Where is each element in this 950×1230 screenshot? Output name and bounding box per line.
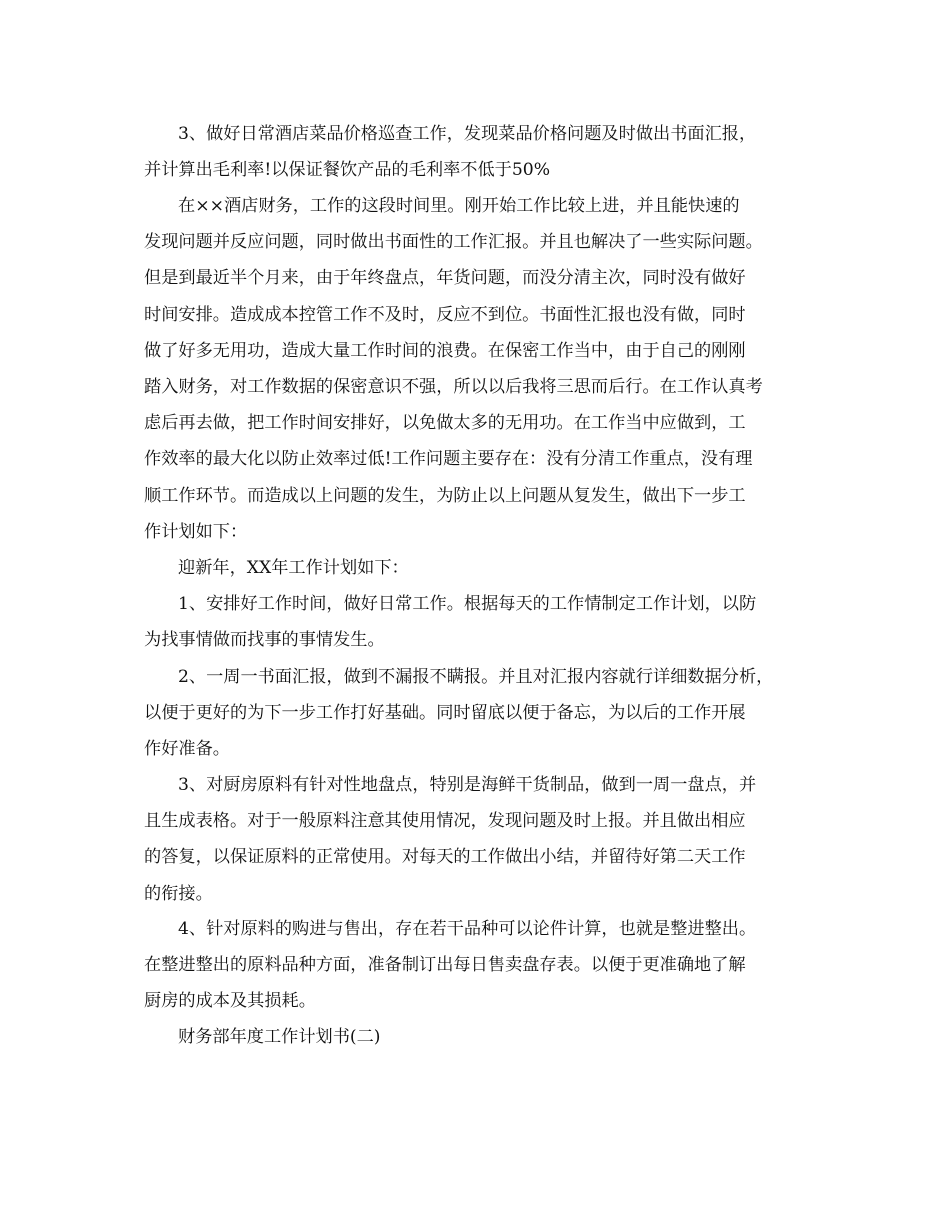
paragraph-plan-item-1: [144, 586, 824, 658]
text-line: 4、针对原料的购进与售出，存在若干品种可以论件计算，也就是整进整出。: [178, 919, 757, 939]
text-line: 3、对厨房原料有针对性地盘点，特别是海鲜干货制品，做到一周一盘点，并: [178, 775, 757, 795]
section-heading-plan-two: [144, 1019, 824, 1055]
text-line: 且生成表格。对于一般原料注意其使用情况，发现问题及时上报。并且做出相应: [144, 811, 746, 832]
text-line: 在整进整出的原料品种方面，准备制订出每日售卖盘存表。以便于更准确地了解: [144, 955, 746, 976]
text-line: 顺工作环节。而造成以上问题的发生，为防止以上问题从复发生，做出下一步工: [144, 485, 746, 506]
text-line: 在××酒店财务，工作的这段时间里。刚开始工作比较上进，并且能快速的: [178, 196, 740, 216]
paragraph-plan-item-3: [144, 767, 824, 912]
text-line: 做了好多无用功，造成大量工作时间的浪费。在保密工作当中，由于自己的刚刚: [144, 340, 746, 361]
paragraph-new-year-plan-intro: [144, 550, 824, 586]
text-line: 迎新年，XX年工作计划如下：: [178, 558, 409, 578]
text-line: 为找事情做而找事的事情发生。: [144, 630, 385, 651]
text-line: 作效率的最大化以防止效率过低!工作问题主要存在：没有分清工作重点，没有理: [144, 449, 753, 470]
paragraph-plan-item-2: [144, 659, 824, 768]
text-line: 厨房的成本及其损耗。: [144, 991, 316, 1012]
text-line: 3、做好日常酒店菜品价格巡查工作，发现菜品价格问题及时做出书面汇报，: [178, 124, 757, 144]
text-line: 财务部年度工作计划书(二): [178, 1027, 381, 1047]
paragraph-plan-item-4: [144, 911, 824, 1020]
text-line: 时间安排。造成成本控管工作不及时，反应不到位。书面性汇报也没有做，同时: [144, 304, 746, 325]
text-line: 1、安排好工作时间，做好日常工作。根据每天的工作情制定工作计划，以防: [178, 594, 757, 614]
text-line: 作好准备。: [144, 739, 230, 760]
text-line: 的答复，以保证原料的正常使用。对每天的工作做出小结，并留待好第二天工作: [144, 847, 746, 868]
text-line: 作计划如下：: [144, 521, 248, 542]
text-line: 并计算出毛利率!以保证餐饮产品的毛利率不低于50%: [144, 160, 551, 181]
paragraph-work-review: [144, 188, 824, 550]
text-line: 以便于更好的为下一步工作打好基础。同时留底以便于备忘，为以后的工作开展: [144, 703, 746, 724]
text-line: 发现问题并反应问题，同时做出书面性的工作汇报。并且也解决了一些实际问题。: [144, 232, 763, 253]
text-line: 的衔接。: [144, 883, 213, 904]
paragraph-item-3-price-check: [144, 116, 824, 188]
text-line: 踏入财务，对工作数据的保密意识不强，所以以后我将三思而后行。在工作认真考: [144, 377, 763, 398]
text-line: 虑后再去做，把工作时间安排好，以免做太多的无用功。在工作当中应做到，工: [144, 413, 746, 434]
text-line: 2、一周一书面汇报，做到不漏报不瞒报。并且对汇报内容就行详细数据分析，: [178, 667, 774, 687]
text-line: 但是到最近半个月来，由于年终盘点，年货问题，而没分清主次，同时没有做好: [144, 268, 746, 289]
